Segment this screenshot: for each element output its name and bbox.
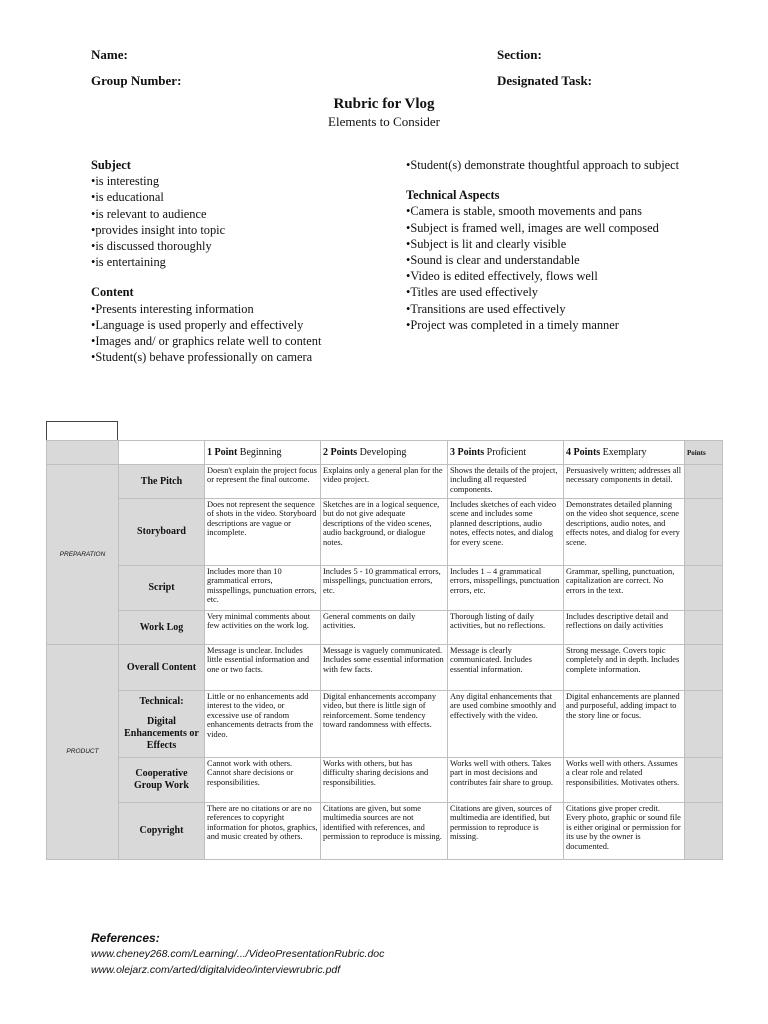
- points-label: 1 Point: [207, 446, 238, 458]
- left-considerations: [91, 157, 391, 379]
- points-cell: [685, 465, 723, 499]
- list-item: • Transitions are used effectively: [406, 301, 691, 317]
- rubric-cell: Message is unclear. Includes little essential information and one or two facts.: [205, 645, 321, 691]
- list-item: • Student(s) demonstrate thoughtful approach to subject: [406, 157, 691, 173]
- criterion-line: Digital Enhancements or Effects: [124, 716, 199, 751]
- criterion-label: Script: [119, 566, 205, 611]
- rubric-cell: Very minimal comments about few activities on the work log.: [205, 611, 321, 645]
- designated-task-label: Designated Task:: [497, 73, 592, 88]
- technical-list: [406, 203, 691, 333]
- list-item: • Sound is clear and understandable: [406, 252, 691, 268]
- rubric-cell: Shows the details of the project, including all requested components.: [448, 465, 564, 499]
- table-row: [47, 566, 723, 611]
- phase-label-preparation: PREPARATION: [47, 465, 119, 645]
- points-label: 2 Points: [323, 446, 358, 458]
- rubric-cell: General comments on daily activities.: [321, 611, 448, 645]
- rubric-cell: Doesn't explain the project focus or represent the final outcome.: [205, 465, 321, 499]
- rubric-cell: Includes 5 - 10 grammatical errors, misspellings, punctuation errors, etc.: [321, 566, 448, 611]
- list-item: • Video is edited effectively, flows well: [406, 268, 691, 284]
- list-item: • is interesting: [91, 173, 391, 189]
- list-item: • is discussed thoroughly: [91, 238, 391, 254]
- criterion-label: Work Log: [119, 611, 205, 645]
- column-header: [564, 441, 685, 465]
- list-item: • Images and/ or graphics relate well to content: [91, 333, 391, 349]
- rubric-cell: Sketches are in a logical sequence, but do not give adequate descriptions of the video scenes, audio background, or dialogue notes.: [321, 499, 448, 566]
- reference-link[interactable]: www.olejarz.com/arted/digitalvideo/interviewrubric.pdf: [91, 964, 341, 976]
- points-label: 4 Points: [566, 446, 601, 458]
- rubric-cell: Includes sketches of each video scene and includes some planned descriptions, audio notes, effects notes, and dialog for every scene.: [448, 499, 564, 566]
- column-header: [321, 441, 448, 465]
- points-cell: [685, 645, 723, 691]
- right-considerations: [406, 157, 691, 347]
- rubric-cell: Works well with others. Takes part in most decisions and contributes fair share to group.: [448, 758, 564, 803]
- rubric-cell: Thorough listing of daily activities, but no reflections.: [448, 611, 564, 645]
- rubric-cell: Citations are given, sources of multimedia are identified, but permission to reproduce is missing.: [448, 803, 564, 860]
- reference-link[interactable]: www.cheney268.com/Learning/.../VideoPresentationRubric.doc: [91, 948, 385, 960]
- table-row: [47, 803, 723, 860]
- rubric-cell: Digital enhancements are planned and purposeful, adding impact to the story line or focus.: [564, 691, 685, 758]
- subject-heading: Subject: [91, 158, 131, 172]
- rubric-cell: Does not represent the sequence of shots in the video. Storyboard descriptions are vague or incomplete.: [205, 499, 321, 566]
- list-item: • is educational: [91, 189, 391, 205]
- rubric-cell: Cannot work with others. Cannot share decisions or responsibilities.: [205, 758, 321, 803]
- table-row: [47, 499, 723, 566]
- table-row: [47, 758, 723, 803]
- header-blank-cell: [47, 441, 119, 465]
- page-subtitle: Elements to Consider: [328, 114, 440, 129]
- list-item: • Project was completed in a timely manner: [406, 317, 691, 333]
- list-item: • Titles are used effectively: [406, 284, 691, 300]
- rubric-cell: Works with others, but has difficulty sharing decisions and responsibilities.: [321, 758, 448, 803]
- list-item: • Camera is stable, smooth movements and pans: [406, 203, 691, 219]
- rubric-cell: Works well with others. Assumes a clear role and related responsibilities. Motivates others.: [564, 758, 685, 803]
- list-item: • is relevant to audience: [91, 206, 391, 222]
- criterion-label: Overall Content: [119, 645, 205, 691]
- rubric-cell: Message is clearly communicated. Includes essential information.: [448, 645, 564, 691]
- level-label: Beginning: [239, 446, 282, 458]
- criterion-label: Storyboard: [119, 499, 205, 566]
- rubric-cell: Citations are given, but some multimedia sources are not identified with references, and permission to reproduce is missing.: [321, 803, 448, 860]
- technical-heading: Technical Aspects: [406, 188, 500, 203]
- list-item: • is entertaining: [91, 254, 391, 270]
- table-row: [47, 645, 723, 691]
- points-label: 3 Points: [450, 446, 485, 458]
- table-row: [47, 691, 723, 758]
- rubric-cell: Explains only a general plan for the video project.: [321, 465, 448, 499]
- column-header: [205, 441, 321, 465]
- column-header: [448, 441, 564, 465]
- points-cell: [685, 499, 723, 566]
- name-label: Name:: [91, 47, 128, 62]
- section-label: Section:: [497, 47, 542, 62]
- rubric-cell: Strong message. Covers topic completely and in depth. Includes complete information.: [564, 645, 685, 691]
- page-title: Rubric for Vlog: [333, 96, 435, 112]
- content-heading: Content: [91, 285, 134, 300]
- list-item: • provides insight into topic: [91, 222, 391, 238]
- rubric-cell: Message is vaguely communicated. Includes some essential information with few facts.: [321, 645, 448, 691]
- list-item: • Presents interesting information: [91, 301, 391, 317]
- criterion-label: The Pitch: [119, 465, 205, 499]
- content-list: [91, 301, 391, 366]
- level-label: Exemplary: [602, 446, 647, 458]
- rubric-cell: Includes more than 10 grammatical errors, misspellings, punctuation errors, etc.: [205, 566, 321, 611]
- points-cell: [685, 691, 723, 758]
- points-cell: [685, 803, 723, 860]
- level-label: Developing: [359, 446, 407, 458]
- rubric-cell: Citations give proper credit. Every photo, graphic or sound file is either original or permission for its use by the owner is documented.: [564, 803, 685, 860]
- table-row: [47, 465, 723, 499]
- points-cell: [685, 758, 723, 803]
- list-item: • Language is used properly and effectively: [91, 317, 391, 333]
- table-row: [47, 611, 723, 645]
- rubric-cell: Includes 1 – 4 grammatical errors, misspellings, punctuation errors, etc.: [448, 566, 564, 611]
- subject-continued-list: [406, 157, 691, 173]
- points-cell: [685, 611, 723, 645]
- list-item: • Student(s) behave professionally on camera: [91, 349, 391, 365]
- criterion-label: Cooperative Group Work: [119, 758, 205, 803]
- rubric-cell: Any digital enhancements that are used combine smoothly and effectively with the video.: [448, 691, 564, 758]
- rubric-table: [46, 440, 723, 860]
- level-label: Proficient: [486, 446, 527, 458]
- criterion-label: Copyright: [119, 803, 205, 860]
- rubric-cell: Includes descriptive detail and reflections on daily activities: [564, 611, 685, 645]
- group-number-label: Group Number:: [91, 73, 182, 88]
- header-blank-cell: [119, 441, 205, 465]
- phase-label-product: PRODUCT: [47, 645, 119, 860]
- references: [91, 930, 384, 978]
- rubric-cell: There are no citations or are no references to copyright information for photos, graphics, and music created by others.: [205, 803, 321, 860]
- points-cell: [685, 566, 723, 611]
- points-column-header: Points: [685, 441, 723, 465]
- rubric-cell: Demonstrates detailed planning on the video shot sequence, scene descriptions, audio notes, and effects notes, and dialog for every scene.: [564, 499, 685, 566]
- blank-box: [46, 421, 118, 441]
- criterion-line: Technical:: [139, 696, 184, 707]
- table-header-row: [47, 441, 723, 465]
- references-heading: References:: [91, 931, 160, 945]
- list-item: • Subject is framed well, images are well composed: [406, 220, 691, 236]
- rubric-cell: Digital enhancements accompany video, but there is little sign of reinforcement. Some tendency toward randomness with effects.: [321, 691, 448, 758]
- rubric-cell: Persuasively written; addresses all necessary components in detail.: [564, 465, 685, 499]
- rubric-cell: Little or no enhancements add interest to the video, or excessive use of random enhancements detracts from the video.: [205, 691, 321, 758]
- subject-list: [91, 173, 391, 270]
- rubric-cell: Grammar, spelling, punctuation, capitalization are correct. No errors in the text.: [564, 566, 685, 611]
- list-item: • Subject is lit and clearly visible: [406, 236, 691, 252]
- criterion-label: [119, 691, 205, 758]
